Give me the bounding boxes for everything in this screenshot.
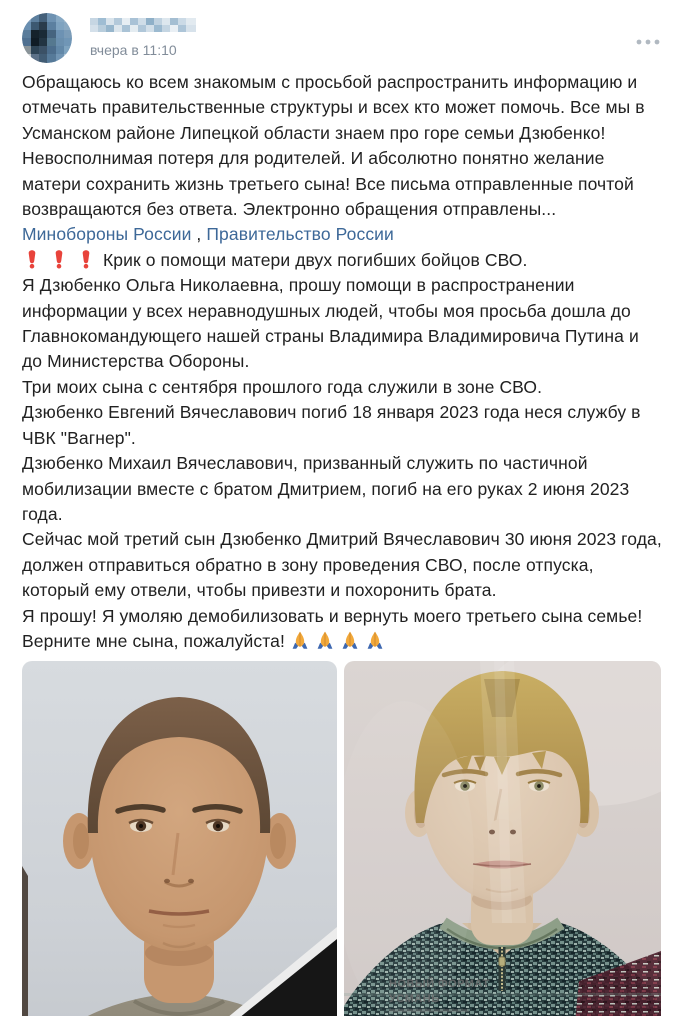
photo-watermark-line2: УСМАНЬ <box>389 993 440 1006</box>
avatar-pixelated-image <box>22 13 72 63</box>
post-final-text: Верните мне сына, пожалуйста! <box>22 630 285 651</box>
avatar[interactable] <box>22 13 72 63</box>
author-block <box>90 13 196 58</box>
post-menu-button[interactable] <box>634 27 662 55</box>
link-separator: , <box>191 224 207 245</box>
post-header <box>0 0 684 69</box>
pray-icon <box>365 630 385 650</box>
post-paragraph-mikhail: Дзюбенко Михаил Вячеславович, призванный служить по частичной мобилизации вместе с братом Дмитрием, погиб на его руках 2 июня 2023 года. <box>22 453 630 524</box>
post-paragraph-sons: Три моих сына с сентября прошлого года служили в зоне СВО. <box>22 376 543 397</box>
memorial-portrait-image <box>22 661 337 1016</box>
link-minoborony-rossii[interactable]: Минобороны России <box>22 224 192 245</box>
exclamation-icon <box>49 249 69 269</box>
name-pixelated-blur <box>90 18 196 32</box>
photo-portrait-sweater[interactable] <box>344 661 661 1016</box>
link-pravitelstvo-rossii[interactable]: Правительство России <box>206 224 394 245</box>
post-cry-line <box>22 248 662 273</box>
post-text <box>0 69 684 654</box>
exclamation-icon <box>22 249 42 269</box>
post-cry-text: Крик о помощи матери двух погибших бойцов СВО. <box>103 249 528 270</box>
photo-memorial-portrait[interactable] <box>22 661 337 1016</box>
post-final-line <box>22 629 662 654</box>
pray-icon <box>315 630 335 650</box>
post-paragraph-main: Обращаюсь ко всем знакомым с просьбой распространить информацию и отмечать правительственные структуры и всех кто может помочь. Все мы в Усманском районе Липецкой области знаем про горе семьи Дзюбенко! Невосполнимая потеря для родителей. И абсолютно понятно желание матери сохранить жизнь третьего сына! Все письма отправленные почтой возвращаются без ответа. Электронно обращения отправлены... <box>22 72 645 220</box>
portrait-sweater-image <box>344 661 661 1016</box>
post-paragraph-olga: Я Дзюбенко Ольга Николаевна, прошу помощи в распространении информации у всех неравнодушных людей, чтобы моя просьба дошла до Главнокомандующего нашей страны Владимира Владимировича Путина и до Министерства Обороны. <box>22 275 639 372</box>
photo-watermark-line1: НОВЫЙ ФОРМАТ <box>389 978 490 991</box>
zipper-pull <box>499 957 505 966</box>
post-paragraph-dmitry: Сейчас мой третий сын Дзюбенко Дмитрий Вячеславович 30 июня 2023 года, должен отправиться обратно в зону проведения СВО, после отпуска, который ему отвели, чтобы привезти и похоронить брата. <box>22 529 662 601</box>
exclamation-icon <box>76 249 96 269</box>
pray-icon <box>340 630 360 650</box>
author-name-redacted[interactable] <box>90 18 196 37</box>
post-timestamp[interactable]: вчера в 11:10 <box>90 42 177 58</box>
post-links-line <box>22 222 662 247</box>
pray-icon <box>290 630 310 650</box>
post-paragraph-evgeny: Дзюбенко Евгений Вячеславович погиб 18 января 2023 года неся службу в ЧВК "Вагнер". <box>22 402 641 448</box>
post-paragraph-plea: Я прошу! Я умоляю демобилизовать и вернуть моего третьего сына семье! <box>22 605 643 626</box>
photo-attachments <box>22 661 662 1016</box>
ellipsis-icon <box>636 39 660 45</box>
